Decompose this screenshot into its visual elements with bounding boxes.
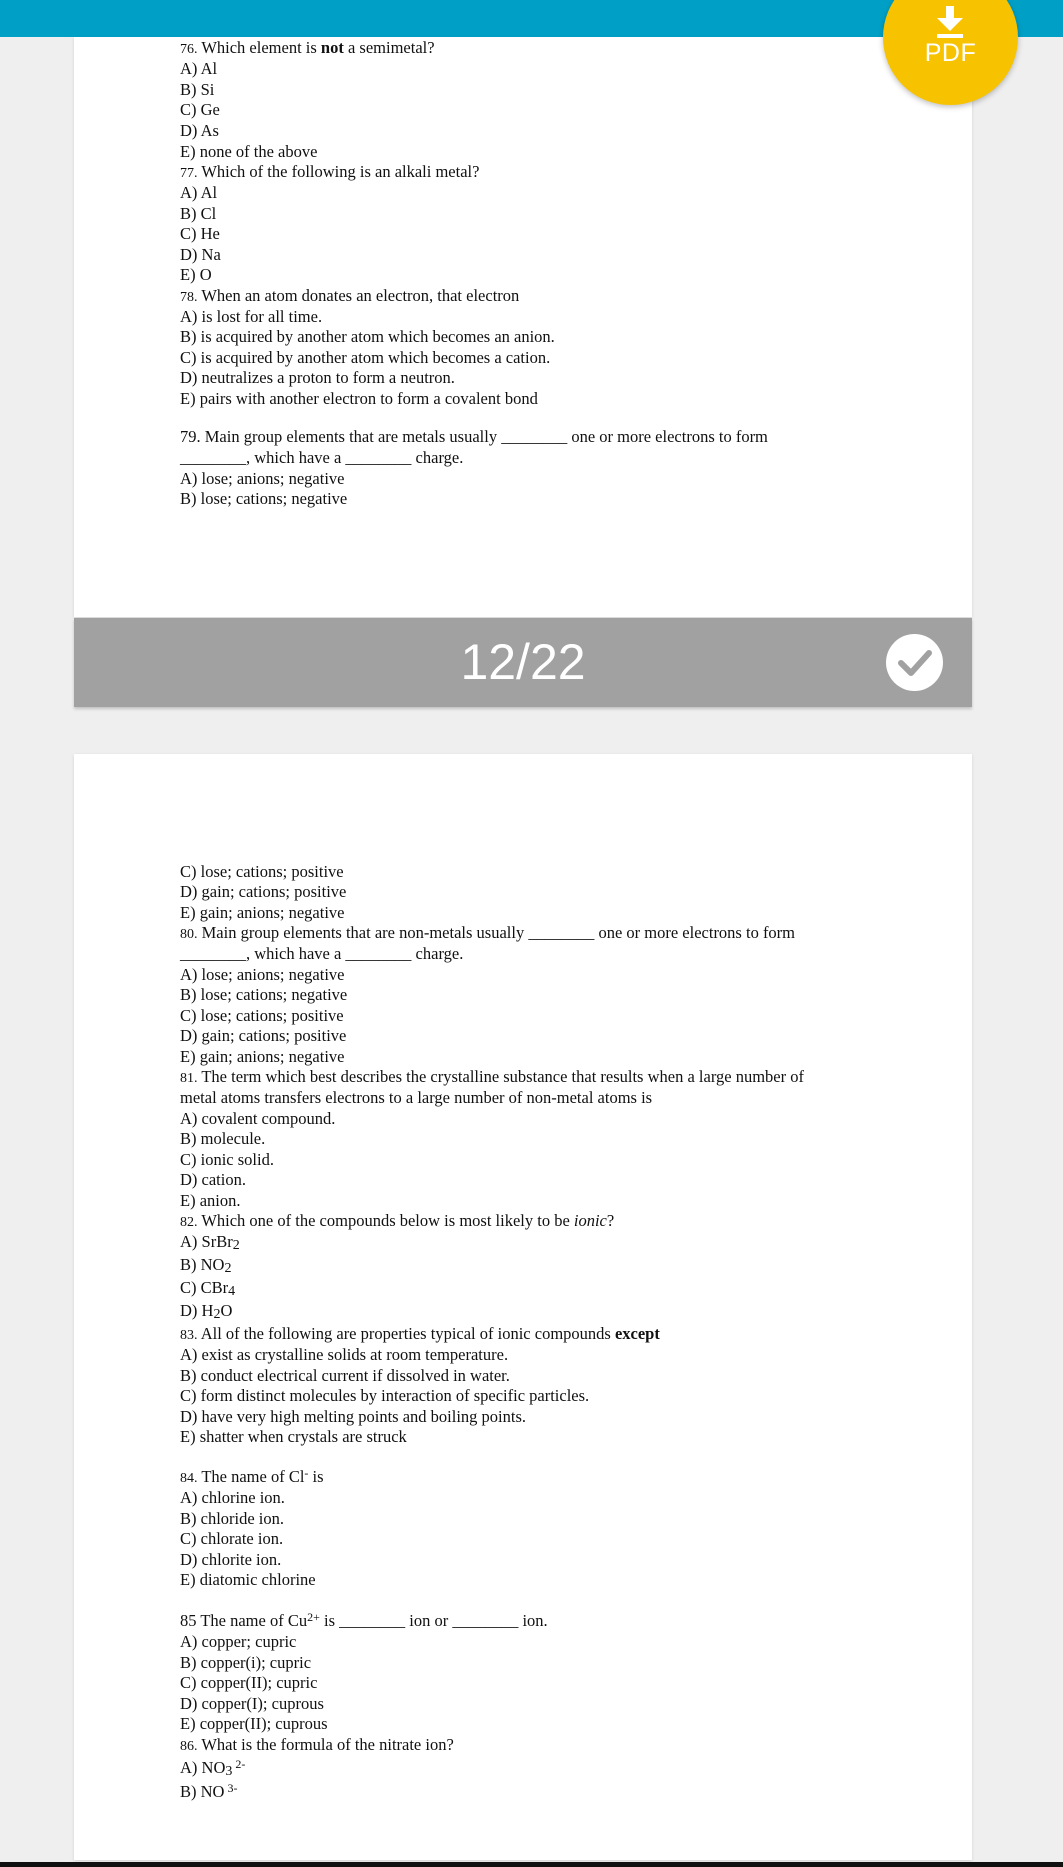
answer-option: A) SrBr$_2$: [180, 1232, 240, 1253]
question-80: 80. Main group elements that are non-metals usually ________ one or more electrons to form: [180, 923, 796, 942]
answer-option: D) copper(I); cuprous: [180, 1694, 324, 1713]
answer-option: B) chloride ion.: [180, 1509, 285, 1528]
answer-option: D) have very high melting points and boiling points.: [180, 1407, 527, 1426]
answer-option: E) none of the above: [180, 142, 318, 161]
question-86: 86. What is the formula of the nitrate ion?: [180, 1735, 454, 1754]
answer-option: D) cation.: [180, 1170, 246, 1189]
question-79-continued: ________, which have a ________ charge.: [180, 448, 464, 467]
question-81-continued: metal atoms transfers electrons to a large number of non-metal atoms is: [180, 1088, 653, 1107]
answer-option: B) is acquired by another atom which becomes an anion.: [180, 327, 555, 346]
answer-option: B) conduct electrical current if dissolved in water.: [180, 1366, 510, 1385]
answer-option: D) gain; cations; positive: [180, 882, 347, 901]
answer-option: C) is acquired by another atom which becomes a cation.: [180, 348, 551, 367]
answer-option: D) gain; cations; positive: [180, 1026, 347, 1045]
download-arrow-icon: [933, 4, 967, 38]
answer-option: B) lose; cations; negative: [180, 985, 348, 1004]
answer-option: A) covalent compound.: [180, 1109, 336, 1128]
answer-option: A) is lost for all time.: [180, 307, 323, 326]
answer-option: E) gain; anions; negative: [180, 1047, 345, 1066]
answer-option: B) Cl: [180, 204, 217, 223]
bottom-edge: [0, 1862, 1063, 1867]
answer-option: D) Na: [180, 245, 221, 264]
answer-option: C) chlorate ion.: [180, 1529, 284, 1548]
question-79: 79. Main group elements that are metals usually ________ one or more electrons to form: [180, 427, 768, 446]
answer-option: C) CBr$_4$: [180, 1278, 236, 1299]
answer-option: A) Al: [180, 59, 218, 78]
answer-option: D) neutralizes a proton to form a neutron.: [180, 368, 455, 387]
answer-option: A) chlorine ion.: [180, 1488, 285, 1507]
answer-option: C) lose; cations; positive: [180, 1006, 344, 1025]
answer-option: C) Ge: [180, 100, 220, 119]
question-82: 82. Which one of the compounds below is most likely to be ionic?: [180, 1211, 615, 1230]
question-85: 85 The name of $Cu^{2+}$ is ________ ion or ________ ion.: [180, 1610, 548, 1630]
answer-option: D) $H_2O$: [180, 1301, 233, 1322]
answer-option: C) lose; cations; positive: [180, 862, 344, 881]
answer-option: C) form distinct molecules by interaction of specific particles.: [180, 1386, 590, 1405]
question-81: 81. The term which best describes the crystalline substance that results when a large number of: [180, 1067, 804, 1086]
answer-option: E) copper(II); cuprous: [180, 1714, 328, 1733]
answer-option: D) As: [180, 121, 219, 140]
answer-option: E) gain; anions; negative: [180, 903, 345, 922]
answer-option: E) anion.: [180, 1191, 241, 1210]
answer-option: A) copper; cupric: [180, 1632, 297, 1651]
answer-option: B) lose; cations; negative: [180, 489, 348, 508]
page-counter-bar: [74, 618, 972, 707]
answer-option: E) pairs with another electron to form a covalent bond: [180, 389, 538, 408]
answer-option: E) O: [180, 265, 212, 284]
question-76: 76. Which element is not a semimetal?: [180, 38, 435, 57]
answer-option: A) lose; anions; negative: [180, 965, 345, 984]
check-icon[interactable]: [886, 634, 943, 691]
answer-option: B) Si: [180, 80, 215, 99]
page-counter: 12/22: [460, 634, 586, 690]
answer-option: E) diatomic chlorine: [180, 1570, 316, 1589]
answer-option: B) NO $^{3-}$: [180, 1781, 238, 1801]
answer-option: C) copper(II); cupric: [180, 1673, 318, 1692]
answer-option: C) ionic solid.: [180, 1150, 274, 1169]
answer-option: A) $NO_3$ $^{2-}$: [180, 1757, 246, 1779]
question-83: 83. All of the following are properties typical of ionic compounds except: [180, 1324, 660, 1343]
answer-option: E) shatter when crystals are struck: [180, 1427, 407, 1446]
question-84: 84. The name of Cl- is: [180, 1466, 324, 1486]
checkmark-glyph: [898, 648, 932, 678]
answer-option: A) lose; anions; negative: [180, 469, 345, 488]
answer-option: C) He: [180, 224, 220, 243]
answer-option: A) Al: [180, 183, 218, 202]
answer-option: B) copper(i); cupric: [180, 1653, 312, 1672]
question-78: 78. When an atom donates an electron, that electron: [180, 286, 520, 305]
answer-option: B) $NO_2$: [180, 1255, 232, 1276]
answer-option: A) exist as crystalline solids at room temperature.: [180, 1345, 509, 1364]
question-80-continued: ________, which have a ________ charge.: [180, 944, 464, 963]
answer-option: D) chlorite ion.: [180, 1550, 282, 1569]
question-77: 77. Which of the following is an alkali metal?: [180, 162, 480, 181]
pdf-label: PDF: [924, 39, 977, 67]
answer-option: B) molecule.: [180, 1129, 266, 1148]
